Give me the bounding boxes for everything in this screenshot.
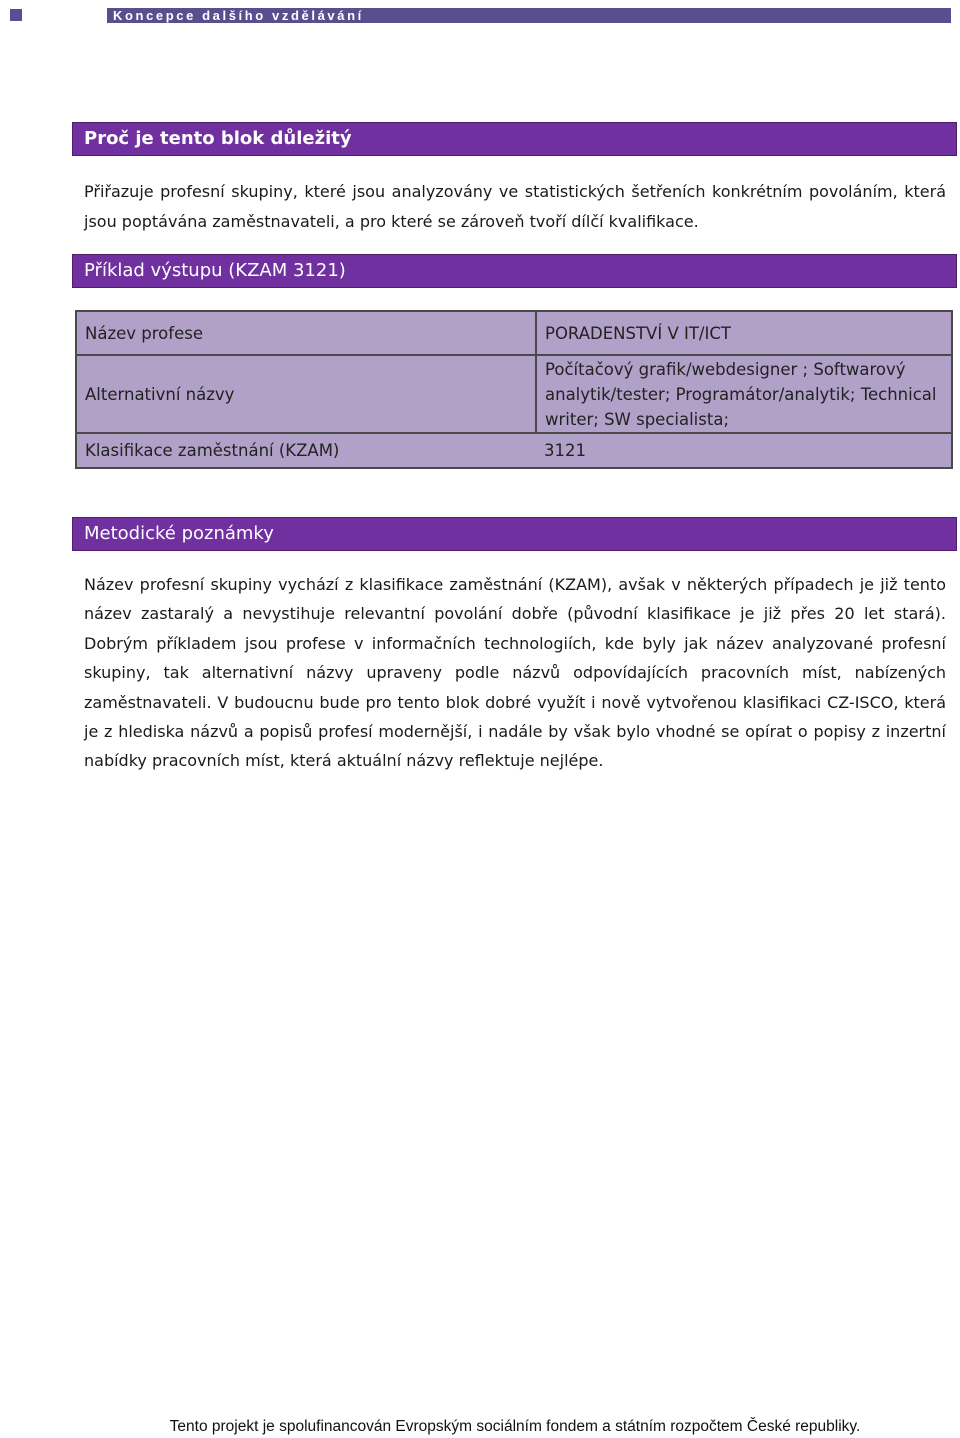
table-row	[76, 311, 952, 355]
section-notes-heading: Metodické poznámky	[72, 517, 957, 551]
profession-name-label: Název profese	[76, 311, 536, 355]
header-title: Koncepce dalšího vzdělávání	[113, 8, 364, 23]
section-example-heading: Příklad výstupu (KZAM 3121)	[72, 254, 957, 288]
section-importance-text: Přiřazuje profesní skupiny, které jsou analyzovány ve statistických šetřeních konkrétním povoláním, která jsou poptávána zaměstnavateli, a pro které se zároveň tvoří dílčí kvalifikace.	[84, 182, 946, 231]
alternative-names-label: Alternativní názvy	[76, 355, 536, 433]
header-bar	[107, 8, 951, 23]
table-row	[76, 355, 952, 433]
profession-info-table	[75, 310, 953, 469]
footer-funding-note: Tento projekt je spolufinancován Evropským sociálním fondem a státním rozpočtem České republiky.	[169, 1418, 861, 1435]
section-importance-heading: Proč je tento blok důležitý	[72, 122, 957, 156]
section-notes-text: Název profesní skupiny vychází z klasifikace zaměstnání (KZAM), avšak v některých případech je již tento název zastaralý a nevystihuje relevantní povolání dobře (původní klasifikace je již přes 20 let stará). Dobrým příkladem jsou profese v informačních technologiích, kde byly jak název analyzované profesní skupiny, tak alternativní názvy upraveny podle názvů odpovídajících pracovních míst, nabízených zaměstnavateli. V budoucnu bude pro tento blok dobré využít i nově vytvořenou klasifikaci CZ-ISCO, která je z hlediska názvů a popisů profesí modernější, i nadále by však bylo vhodné se opírat o popisy z inzertní nabídky pracovních míst, která aktuální názvy reflektuje nejlépe.	[84, 575, 946, 771]
alternative-names-value: Počítačový grafik/webdesigner ; Softwarový analytik/tester; Programátor/analytik; Technical writer; SW specialista;	[536, 355, 952, 433]
kzam-value: 3121	[536, 433, 952, 468]
table-row	[76, 433, 952, 468]
kzam-label: Klasifikace zaměstnání (KZAM)	[76, 433, 536, 468]
profession-name-value: PORADENSTVÍ V IT/ICT	[536, 311, 952, 355]
header-logo-square	[10, 9, 22, 21]
